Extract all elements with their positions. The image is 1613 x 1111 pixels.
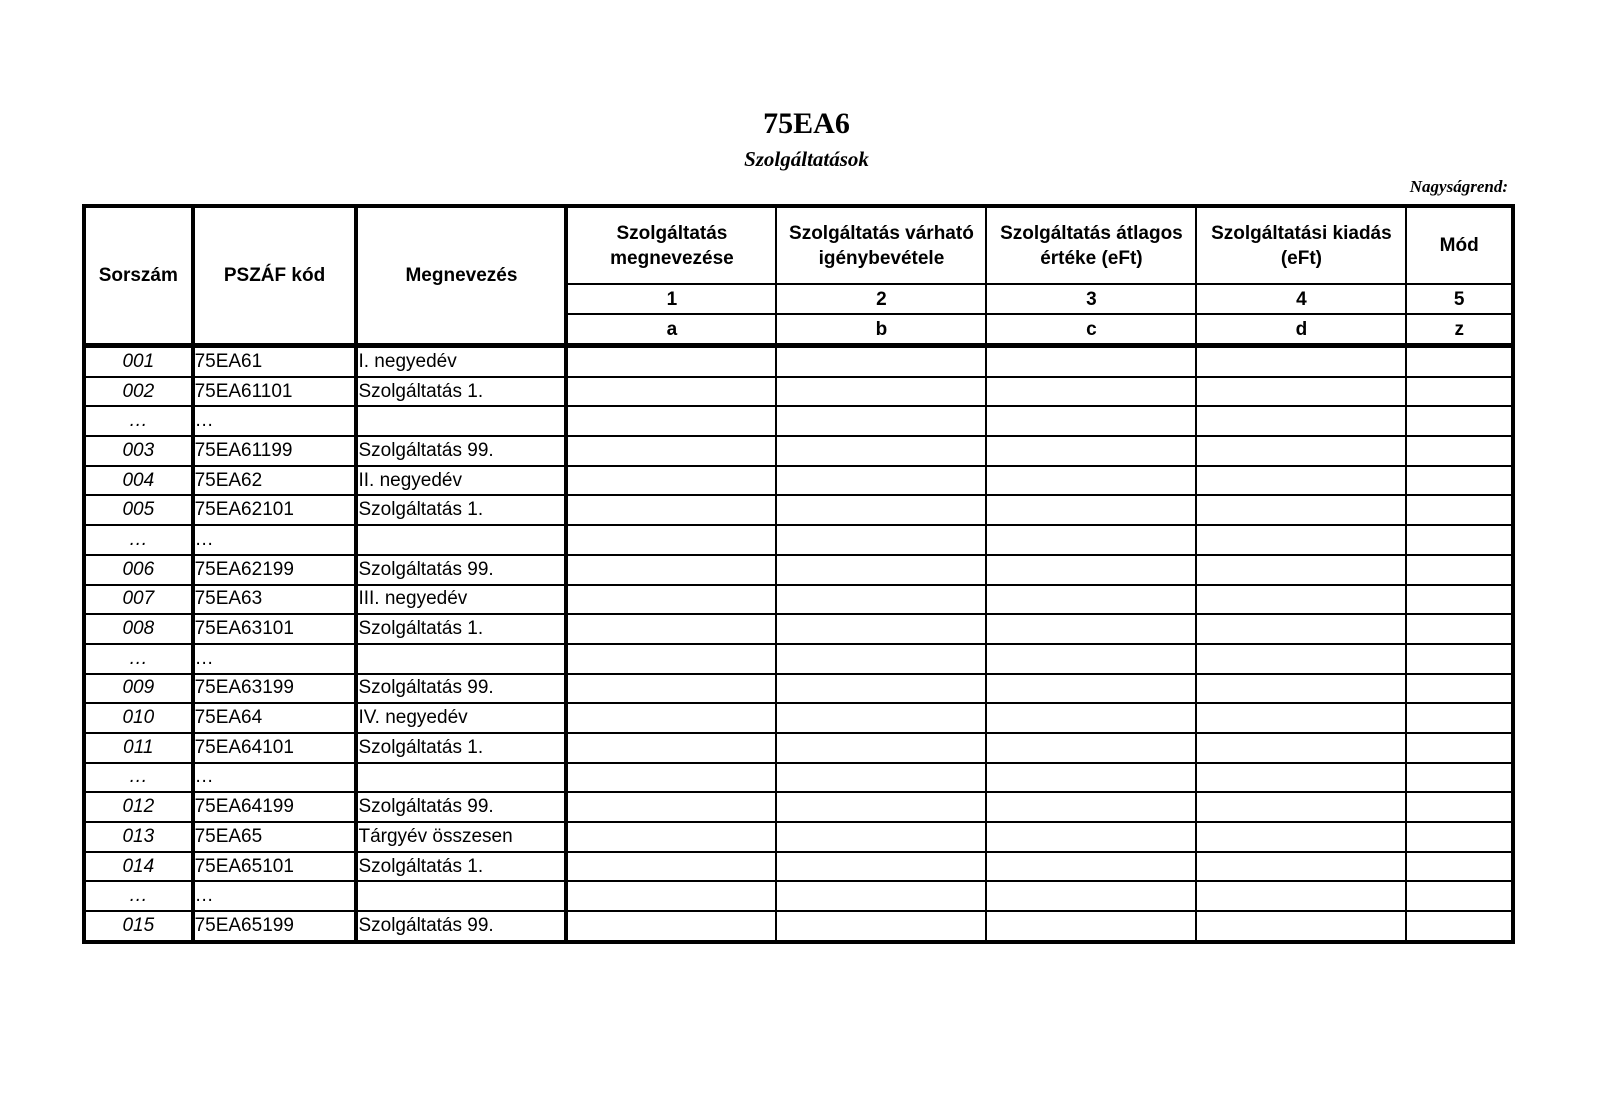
cell-col-4[interactable] xyxy=(1196,585,1406,615)
col-letter-b: b xyxy=(776,314,986,346)
row-name: II. negyedév xyxy=(356,466,566,496)
cell-col-5[interactable] xyxy=(1406,346,1513,377)
cell-col-1[interactable] xyxy=(566,674,776,704)
row-number: 009 xyxy=(84,674,193,704)
table-row xyxy=(84,555,1513,585)
row-name: Szolgáltatás 1. xyxy=(356,614,566,644)
magnitude-label: Nagyságrend: xyxy=(1409,177,1508,196)
col-number-3: 3 xyxy=(986,284,1196,314)
header-col-3: Szolgáltatás átlagos értéke (eFt) xyxy=(986,206,1196,284)
row-code: 75EA61199 xyxy=(193,436,357,466)
cell-col-2[interactable] xyxy=(776,555,986,585)
cell-col-5[interactable] xyxy=(1406,585,1513,615)
row-name: Tárgyév összesen xyxy=(356,822,566,852)
cell-col-3[interactable] xyxy=(986,525,1196,555)
row-name: Szolgáltatás 99. xyxy=(356,436,566,466)
table-row xyxy=(84,911,1513,942)
row-code: 75EA61 xyxy=(193,346,357,377)
row-code: 75EA64101 xyxy=(193,733,357,763)
cell-col-3[interactable] xyxy=(986,436,1196,466)
row-name xyxy=(356,525,566,555)
cell-col-1[interactable] xyxy=(566,466,776,496)
header-col-2: Szolgáltatás várható igénybevétele xyxy=(776,206,986,284)
cell-col-4[interactable] xyxy=(1196,466,1406,496)
cell-col-5[interactable] xyxy=(1406,674,1513,704)
cell-col-5[interactable] xyxy=(1406,377,1513,407)
cell-col-4[interactable] xyxy=(1196,792,1406,822)
col-letter-c: c xyxy=(986,314,1196,346)
col-number-4: 4 xyxy=(1196,284,1406,314)
cell-col-2[interactable] xyxy=(776,436,986,466)
cell-col-2[interactable] xyxy=(776,466,986,496)
cell-col-1[interactable] xyxy=(566,822,776,852)
cell-col-4[interactable] xyxy=(1196,881,1406,911)
cell-col-2[interactable] xyxy=(776,406,986,436)
header-col-4: Szolgáltatási kiadás (eFt) xyxy=(1196,206,1406,284)
cell-col-4[interactable] xyxy=(1196,822,1406,852)
row-name: III. negyedév xyxy=(356,585,566,615)
table-row xyxy=(84,852,1513,882)
table-row xyxy=(84,436,1513,466)
cell-col-3[interactable] xyxy=(986,881,1196,911)
cell-col-4[interactable] xyxy=(1196,852,1406,882)
cell-col-3[interactable] xyxy=(986,733,1196,763)
row-name xyxy=(356,881,566,911)
cell-col-2[interactable] xyxy=(776,703,986,733)
cell-col-1[interactable] xyxy=(566,733,776,763)
cell-col-2[interactable] xyxy=(776,822,986,852)
cell-col-1[interactable] xyxy=(566,763,776,793)
cell-col-3[interactable] xyxy=(986,674,1196,704)
row-number: 014 xyxy=(84,852,193,882)
row-number: … xyxy=(84,644,193,674)
cell-col-4[interactable] xyxy=(1196,614,1406,644)
row-number: … xyxy=(84,763,193,793)
cell-col-3[interactable] xyxy=(986,703,1196,733)
cell-col-2[interactable] xyxy=(776,495,986,525)
row-number: 006 xyxy=(84,555,193,585)
row-code: 75EA65101 xyxy=(193,852,357,882)
cell-col-3[interactable] xyxy=(986,495,1196,525)
cell-col-1[interactable] xyxy=(566,406,776,436)
cell-col-1[interactable] xyxy=(566,377,776,407)
cell-col-3[interactable] xyxy=(986,763,1196,793)
cell-col-2[interactable] xyxy=(776,911,986,942)
cell-col-3[interactable] xyxy=(986,614,1196,644)
row-number: 004 xyxy=(84,466,193,496)
cell-col-5[interactable] xyxy=(1406,763,1513,793)
cell-col-1[interactable] xyxy=(566,644,776,674)
cell-col-4[interactable] xyxy=(1196,674,1406,704)
col-number-2: 2 xyxy=(776,284,986,314)
row-number: 010 xyxy=(84,703,193,733)
table-row xyxy=(84,881,1513,911)
row-number: 003 xyxy=(84,436,193,466)
table-row xyxy=(84,466,1513,496)
row-code: 75EA62199 xyxy=(193,555,357,585)
header-sorszam: Sorszám xyxy=(84,206,193,346)
table-row xyxy=(84,614,1513,644)
cell-col-5[interactable] xyxy=(1406,703,1513,733)
cell-col-5[interactable] xyxy=(1406,822,1513,852)
cell-col-2[interactable] xyxy=(776,346,986,377)
cell-col-3[interactable] xyxy=(986,377,1196,407)
row-number: … xyxy=(84,525,193,555)
table-row xyxy=(84,763,1513,793)
cell-col-5[interactable] xyxy=(1406,555,1513,585)
table-row xyxy=(84,644,1513,674)
row-code: 75EA62 xyxy=(193,466,357,496)
cell-col-5[interactable] xyxy=(1406,525,1513,555)
page-title: 75EA6 xyxy=(763,107,850,140)
table-row xyxy=(84,377,1513,407)
row-number: 013 xyxy=(84,822,193,852)
row-number: 001 xyxy=(84,346,193,377)
cell-col-4[interactable] xyxy=(1196,346,1406,377)
row-name xyxy=(356,763,566,793)
cell-col-5[interactable] xyxy=(1406,614,1513,644)
cell-col-2[interactable] xyxy=(776,881,986,911)
row-code: … xyxy=(193,644,357,674)
col-number-5: 5 xyxy=(1406,284,1513,314)
cell-col-3[interactable] xyxy=(986,644,1196,674)
cell-col-4[interactable] xyxy=(1196,911,1406,942)
row-code: … xyxy=(193,406,357,436)
cell-col-5[interactable] xyxy=(1406,495,1513,525)
data-table xyxy=(82,204,1515,944)
cell-col-3[interactable] xyxy=(986,346,1196,377)
row-name: IV. negyedév xyxy=(356,703,566,733)
col-number-1: 1 xyxy=(566,284,776,314)
cell-col-3[interactable] xyxy=(986,911,1196,942)
cell-col-1[interactable] xyxy=(566,792,776,822)
table-row xyxy=(84,585,1513,615)
cell-col-2[interactable] xyxy=(776,614,986,644)
table-row xyxy=(84,792,1513,822)
col-letter-a: a xyxy=(566,314,776,346)
cell-col-1[interactable] xyxy=(566,555,776,585)
cell-col-5[interactable] xyxy=(1406,436,1513,466)
row-code: 75EA65199 xyxy=(193,911,357,942)
cell-col-1[interactable] xyxy=(566,614,776,644)
row-name xyxy=(356,406,566,436)
row-number: 011 xyxy=(84,733,193,763)
row-code: 75EA62101 xyxy=(193,495,357,525)
table-row xyxy=(84,822,1513,852)
cell-col-5[interactable] xyxy=(1406,644,1513,674)
row-name: Szolgáltatás 1. xyxy=(356,377,566,407)
cell-col-4[interactable] xyxy=(1196,733,1406,763)
cell-col-1[interactable] xyxy=(566,346,776,377)
header-col-5: Mód xyxy=(1406,206,1513,284)
cell-col-3[interactable] xyxy=(986,466,1196,496)
table-row xyxy=(84,733,1513,763)
cell-col-3[interactable] xyxy=(986,585,1196,615)
row-name: Szolgáltatás 99. xyxy=(356,555,566,585)
header-col-1: Szolgáltatás megnevezése xyxy=(566,206,776,284)
table-row xyxy=(84,495,1513,525)
cell-col-2[interactable] xyxy=(776,792,986,822)
row-code: 75EA63199 xyxy=(193,674,357,704)
cell-col-1[interactable] xyxy=(566,585,776,615)
header-megnevezes: Megnevezés xyxy=(356,206,566,346)
row-code: … xyxy=(193,881,357,911)
row-number: 005 xyxy=(84,495,193,525)
row-name: Szolgáltatás 99. xyxy=(356,911,566,942)
cell-col-5[interactable] xyxy=(1406,852,1513,882)
header-pszaf-kod: PSZÁF kód xyxy=(193,206,357,346)
row-number: … xyxy=(84,881,193,911)
cell-col-4[interactable] xyxy=(1196,377,1406,407)
cell-col-4[interactable] xyxy=(1196,763,1406,793)
cell-col-5[interactable] xyxy=(1406,406,1513,436)
row-name: Szolgáltatás 1. xyxy=(356,852,566,882)
cell-col-4[interactable] xyxy=(1196,495,1406,525)
cell-col-1[interactable] xyxy=(566,911,776,942)
cell-col-2[interactable] xyxy=(776,644,986,674)
row-number: 008 xyxy=(84,614,193,644)
cell-col-2[interactable] xyxy=(776,733,986,763)
cell-col-2[interactable] xyxy=(776,763,986,793)
cell-col-4[interactable] xyxy=(1196,525,1406,555)
row-code: 75EA64199 xyxy=(193,792,357,822)
row-code: 75EA63 xyxy=(193,585,357,615)
cell-col-3[interactable] xyxy=(986,822,1196,852)
row-name: Szolgáltatás 1. xyxy=(356,495,566,525)
cell-col-5[interactable] xyxy=(1406,881,1513,911)
table-row xyxy=(84,674,1513,704)
cell-col-1[interactable] xyxy=(566,852,776,882)
cell-col-4[interactable] xyxy=(1196,703,1406,733)
cell-col-4[interactable] xyxy=(1196,406,1406,436)
cell-col-3[interactable] xyxy=(986,792,1196,822)
table-row xyxy=(84,346,1513,377)
cell-col-5[interactable] xyxy=(1406,792,1513,822)
cell-col-3[interactable] xyxy=(986,406,1196,436)
cell-col-3[interactable] xyxy=(986,852,1196,882)
cell-col-4[interactable] xyxy=(1196,644,1406,674)
row-number: 002 xyxy=(84,377,193,407)
table-body xyxy=(84,346,1513,942)
col-letter-z: z xyxy=(1406,314,1513,346)
cell-col-3[interactable] xyxy=(986,555,1196,585)
row-code: … xyxy=(193,763,357,793)
cell-col-1[interactable] xyxy=(566,525,776,555)
row-code: 75EA64 xyxy=(193,703,357,733)
cell-col-2[interactable] xyxy=(776,525,986,555)
row-code: … xyxy=(193,525,357,555)
cell-col-2[interactable] xyxy=(776,377,986,407)
cell-col-2[interactable] xyxy=(776,674,986,704)
row-number: 015 xyxy=(84,911,193,942)
cell-col-5[interactable] xyxy=(1406,466,1513,496)
cell-col-4[interactable] xyxy=(1196,555,1406,585)
table-row xyxy=(84,525,1513,555)
cell-col-1[interactable] xyxy=(566,436,776,466)
cell-col-5[interactable] xyxy=(1406,911,1513,942)
cell-col-1[interactable] xyxy=(566,881,776,911)
cell-col-2[interactable] xyxy=(776,852,986,882)
row-number: 012 xyxy=(84,792,193,822)
table-row xyxy=(84,703,1513,733)
row-name: I. negyedév xyxy=(356,346,566,377)
row-name xyxy=(356,644,566,674)
row-name: Szolgáltatás 99. xyxy=(356,674,566,704)
cell-col-4[interactable] xyxy=(1196,436,1406,466)
row-number: 007 xyxy=(84,585,193,615)
row-name: Szolgáltatás 99. xyxy=(356,792,566,822)
cell-col-1[interactable] xyxy=(566,495,776,525)
page-subtitle: Szolgáltatások xyxy=(744,147,869,171)
row-name: Szolgáltatás 1. xyxy=(356,733,566,763)
table-row xyxy=(84,406,1513,436)
cell-col-5[interactable] xyxy=(1406,733,1513,763)
row-code: 75EA63101 xyxy=(193,614,357,644)
cell-col-1[interactable] xyxy=(566,703,776,733)
row-number: … xyxy=(84,406,193,436)
row-code: 75EA61101 xyxy=(193,377,357,407)
row-code: 75EA65 xyxy=(193,822,357,852)
col-letter-d: d xyxy=(1196,314,1406,346)
cell-col-2[interactable] xyxy=(776,585,986,615)
